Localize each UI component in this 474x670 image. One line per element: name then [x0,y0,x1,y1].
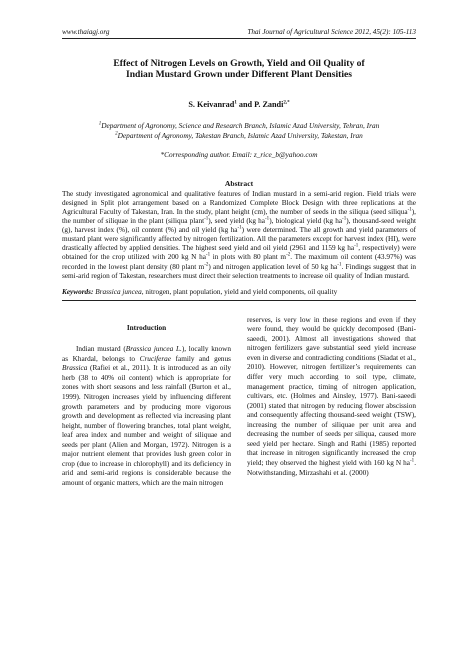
introduction-paragraph-continued: reserves, is very low in these regions and even if they were found, they would be quickly decomposed (Bani-saeedi, 2001). Almost all investigations showed that nitrogen fertilizers gave substantial seed yield increase even in diverse and contradicting conditions (Siadat et al., 2010). However, nitrogen fertilizer’s requirements can differ very much according to soil type, climate, management practice, timing of nitrogen application, cultivars, etc. (Holmes and Ainsley, 1977). Bani-saeedi (2001) stated that nitrogen by reducing flower abscission and consequently affecting thousand-seed weight (TSW), increasing the number of siliquae per unit area and decreasing the number of seeds per siliqua, caused more seed yield per hectare. Singh and Rathi (1985) reported that increase in nitrogen significantly increased the crop yield; they observed the highest yield with 160 kg N $ha^{-1}$. Notwithstanding, Mirzashahi et al. (2000) [247,315,416,477]
author-2-affil: 2,* [283,100,290,106]
journal-website[interactable]: www.thaiagj.org [62,28,110,36]
body-columns [62,316,416,489]
right-column [247,316,416,489]
left-column [62,316,231,489]
journal-citation: Thai Journal of Agricultural Science 2012, 45(2): 105-113 [247,28,416,36]
keywords [62,288,416,297]
keyword-species: Brassica juncea [95,287,142,296]
introduction-heading: Introduction [126,323,167,332]
keywords-label: Keywords: [62,287,94,296]
paper-title [62,58,416,81]
author-2: P. Zandi [254,99,284,109]
author-1-affil: 1 [234,100,237,106]
running-header [62,28,416,37]
keywords-list: , nitrogen, plant population, yield and yield components, oil quality [141,287,338,296]
author-line [62,100,416,110]
affiliation-1: $^1$Department of Agronomy, Science and Research Branch, Islamic Azad University, Tehran, Iran [98,120,380,130]
corresponding-author: *Corresponding author. Email: z_rice_b@yahoo.com [160,149,318,159]
header-rule [62,38,416,39]
title-line-2: Indian Mustard Grown under Different Plant Densities [125,69,352,81]
abstract-heading: Abstract [224,178,254,188]
abstract-text: The study investigated agronomical and qualitative features of Indian mustard in a semi-arid region. Field trials were designed in Split plot arrangement based on a Randomized Complete Block Design with three replications at the Agricultural Faculty of Takestan, Iran. In the study, plant height (cm), the number of seeds in the siliqua (seed siliqua$^{-1}$), the number of siliquae in the plant (siliqua plant$^{-1}$), seed yield (kg $ha^{-1}$), biological yield (kg $ha^{-1}$), thousand-seed weight (g), harvest index (%), oil content (%) and oil yield (kg $ha^{-1}$) were determined. The all growth and yield parameters of mustard plant were significantly affected by nitrogen fertilization. All the parameters except for harvest index (HI), were drastically affected by applied densities. The highest seed yield and oil yield (2961 and 1159 kg $ha^{-1}$, respectively) were obtained for the crop utilized with 200 kg N $ha^{-1}$ in plots with 80 plant $m^{-2}$. The maximum oil content (43.97%) was recorded in the lowest plant density (80 plant $m^{-2}$) and nitrogen application level of 50 kg $ha^{-1}$. Findings suggest that in semi-arid region of Takestan, researchers must direct their selection treatments to increase oil quality of Indian mustard. [62,189,416,280]
author-1: S. Keivanrad [188,99,235,109]
title-line-1: Effect of Nitrogen Levels on Growth, Yield and Oil Quality of [113,58,365,69]
affiliation-2: $^2$Department of Agronomy, Takestan Branch, Islamic Azad University, Takestan, Iran [115,130,363,140]
introduction-paragraph: Indian mustard (Brassica juncea L.), locally known as Khardal, belongs to Cruciferae family and genus Brassica (Rafiei et al., 2011). It is introduced as an oily herb (38 to 40% oil content) which is appropriate for zones with short seasons and less rainfall (Burton et al., 1999). Nitrogen increases yield by influencing different growth parameters and by producing more vigorous growth and development as reflected via increasing plant height, number of flowering branches, total plant weight, leaf area index and number and weight of siliquae and seeds per plant (Alien and Morgan, 1972). Nitrogen is a major nutrient element that provides lush green color in crop (due to increase in chlorophyll) and its deficiency in arid and semi-arid regions is considerable because the amount of organic matters, which are the main nitrogen [62,345,231,487]
author-and: and [236,99,255,109]
affiliations [62,121,416,141]
keywords-rule [62,300,416,301]
